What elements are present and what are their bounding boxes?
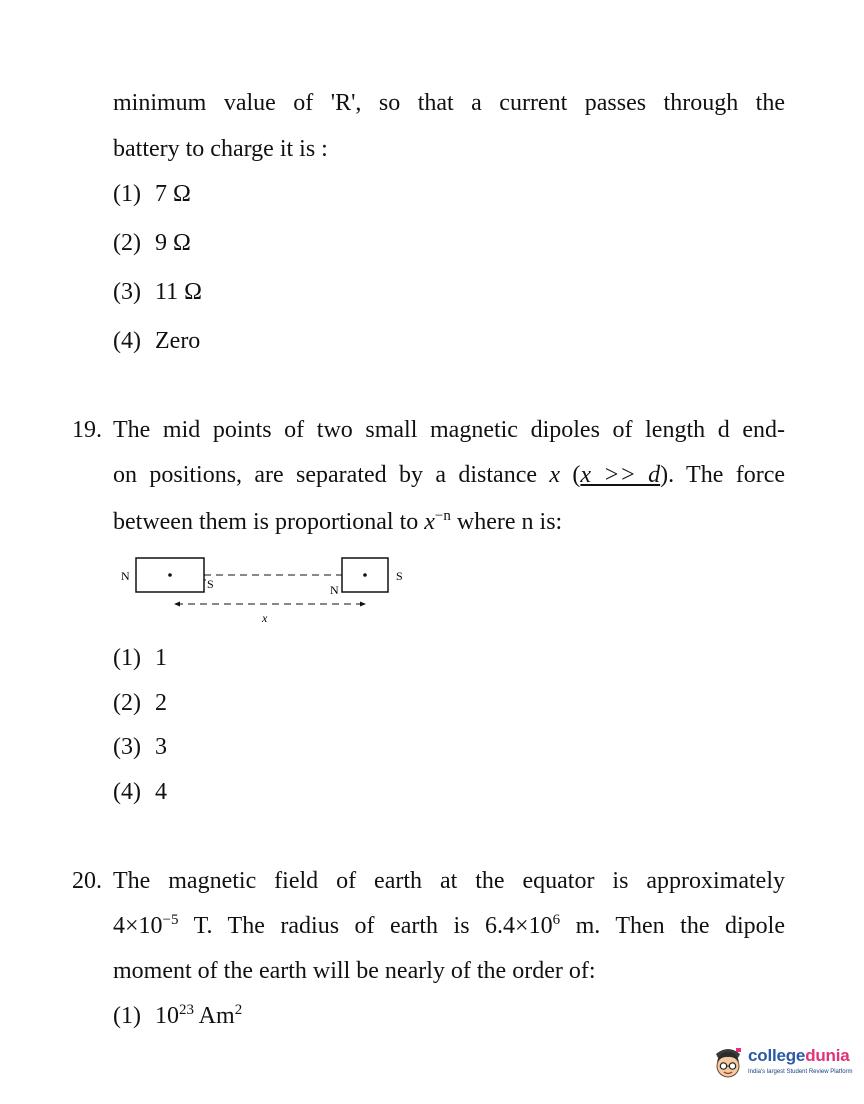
exponent: −5	[162, 912, 179, 928]
q19-line-3-text: between them is proportional to	[113, 509, 425, 535]
q20-line-2	[113, 911, 785, 941]
var-x: x	[424, 509, 435, 535]
logo-tagline: India's largest Student Review Platform	[748, 1069, 853, 1075]
var-x: x	[549, 462, 561, 488]
option-unit: Am	[194, 1003, 235, 1029]
q20-line-2-a: 4×10	[113, 913, 163, 939]
collegedunia-logo	[710, 1042, 853, 1086]
option-number: (2)	[113, 690, 141, 716]
q19-line-3	[113, 507, 562, 537]
exponent: 6	[552, 912, 561, 928]
q20-line-3: moment of the earth will be nearly of the order of:	[113, 958, 596, 984]
q19-line-2-text: on positions, are separated by a distance	[113, 462, 550, 488]
mascot-icon	[710, 1044, 746, 1084]
option-text: 11 Ω	[155, 279, 202, 305]
option-text: 1	[155, 645, 167, 671]
q20-line-2-b: T. The radius of earth is 6.4×10	[178, 913, 553, 939]
q19-option-4	[113, 777, 167, 807]
q19-line-2	[113, 460, 785, 490]
option-text: 2	[155, 690, 167, 716]
exponent: 23	[179, 1002, 194, 1018]
exponent: 2	[234, 1002, 243, 1018]
option-text: 3	[155, 734, 167, 760]
q20-option-1	[113, 1001, 242, 1031]
option-number: (1)	[113, 181, 141, 207]
condition	[580, 462, 660, 488]
q19-option-3	[113, 732, 167, 762]
option-number: (4)	[113, 328, 141, 354]
option-text: 4	[155, 779, 167, 805]
option-text: 7 Ω	[155, 181, 191, 207]
option-number: (2)	[113, 230, 141, 256]
option-number: (1)	[113, 645, 141, 671]
q18-option-2	[113, 228, 191, 258]
right-inner-pole: N	[330, 583, 339, 597]
q20-line-1: The magnetic field of earth at the equator is approximately	[113, 868, 785, 894]
option-number: (4)	[113, 779, 141, 805]
logo-name-a: college	[748, 1046, 806, 1065]
q18-line-2: battery to charge it is :	[113, 136, 328, 162]
q19-option-1	[113, 643, 167, 673]
condition-text: x >> d	[580, 462, 661, 488]
arrow-left	[174, 602, 180, 607]
q19-option-2	[113, 688, 167, 718]
right-magnet-center	[363, 573, 367, 577]
q18-line-1: minimum value of 'R', so that a current passes through the	[113, 90, 785, 116]
left-outer-pole: N	[121, 569, 130, 583]
paren: (	[560, 462, 581, 488]
arrow-right	[360, 602, 366, 607]
option-base: 10	[155, 1003, 179, 1029]
logo-name	[748, 1046, 850, 1066]
q18-option-4	[113, 326, 200, 356]
q19-number: 19.	[72, 417, 102, 443]
q18-option-3	[113, 277, 202, 307]
option-number: (3)	[113, 734, 141, 760]
q19-line-2-end: ). The force	[660, 462, 786, 488]
exponent: −n	[434, 508, 451, 524]
q20-number: 20.	[72, 868, 102, 894]
q20-line-2-c: m. Then the dipole	[560, 913, 786, 939]
q19-line-1: The mid points of two small magnetic dipoles of length d end-	[113, 417, 785, 443]
q18-option-1	[113, 179, 191, 209]
left-magnet-center	[168, 573, 172, 577]
right-outer-pole: S	[396, 569, 403, 583]
option-number: (3)	[113, 279, 141, 305]
option-text: Zero	[155, 328, 201, 354]
option-text: 9 Ω	[155, 230, 191, 256]
option-number: (1)	[113, 1003, 141, 1029]
dipole-diagram	[110, 552, 410, 630]
logo-name-b: dunia	[805, 1046, 850, 1065]
left-inner-pole: S	[207, 577, 214, 591]
separation-label: x	[262, 611, 268, 625]
q19-line-3-end: where n is:	[450, 509, 563, 535]
